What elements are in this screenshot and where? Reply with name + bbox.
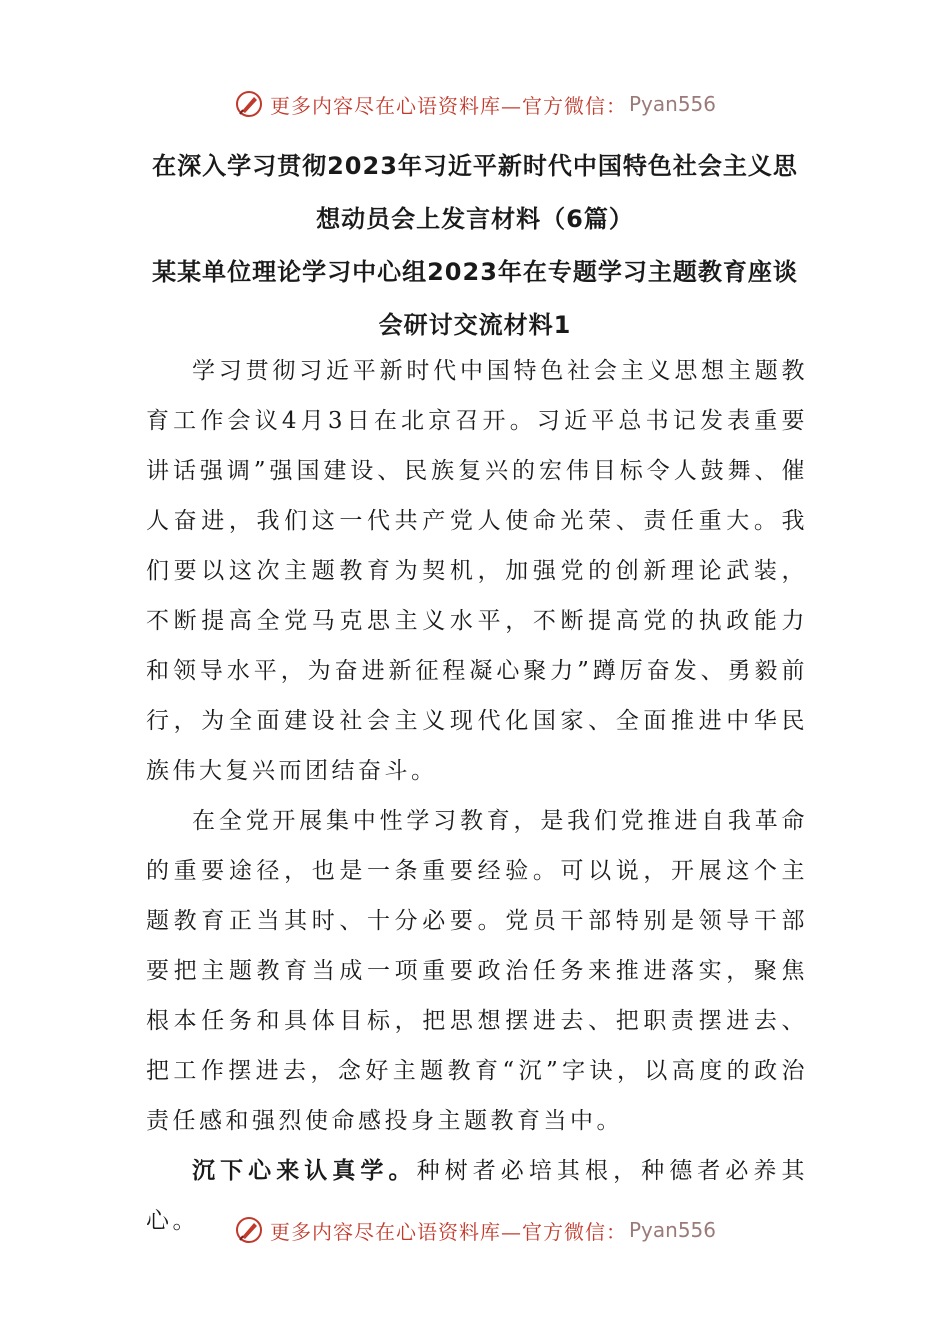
watermark-contact: Pyan556 — [628, 1218, 716, 1242]
body-paragraph-2: 在全党开展集中性学习教育，是我们党推进自我革命的重要途径，也是一条重要经验。可以说，开展这个主题教育正当其时、十分必要。党员干部特别是领导干部要把主题教育当成一项重要政治任务来推进落实，聚焦根本任务和具体目标，把思想摆进去、把职责摆进去、把工作摆进去，念好主题教育“沉”字诀，以高度的政治责任感和强烈使命感投身主题教育当中。 — [146, 808, 808, 1134]
header-watermark — [0, 84, 950, 124]
body-paragraph-1: 学习贯彻习近平新时代中国特色社会主义思想主题教育工作会议4月3日在北京召开。习近平总书记发表重要讲话强调”强国建设、民族复兴的宏伟目标令人鼓舞、催人奋进，我们这一代共产党人使命光荣、责任重大。我们要以这次主题教育为契机，加强党的创新理论武装，不断提高全党马克思主义水平，不断提高党的执政能力和领导水平，为奋进新征程凝心聚力”蹲厉奋发、勇毅前行，为全面建设社会主义现代化国家、全面推进中华民族伟大复兴而团结奋斗。 — [146, 358, 808, 784]
document-subtitle-line-1: 某某单位理论学习中心组2023年在专题学习主题教育座谈 — [152, 258, 798, 286]
title-block — [140, 140, 810, 352]
pen-logo-icon — [234, 89, 264, 119]
paragraph-lead: 沉下心来认真学。 — [192, 1158, 417, 1184]
pen-logo-icon — [234, 1215, 264, 1245]
footer-watermark — [0, 1210, 950, 1250]
document-title-line-2: 想动员会上发言材料（6篇） — [316, 205, 634, 233]
document-title-line-1: 在深入学习贯彻2023年习近平新时代中国特色社会主义思 — [152, 152, 798, 180]
document-body — [146, 346, 808, 1246]
watermark-text: 更多内容尽在心语资料库—官方微信： — [269, 93, 627, 118]
document-subtitle-line-2: 会研讨交流材料1 — [378, 311, 572, 339]
watermark-contact: Pyan556 — [628, 92, 716, 116]
watermark-text: 更多内容尽在心语资料库—官方微信： — [269, 1219, 627, 1244]
paragraph-text: 种树者必培其根，种德者必养其心。 — [146, 1158, 809, 1234]
